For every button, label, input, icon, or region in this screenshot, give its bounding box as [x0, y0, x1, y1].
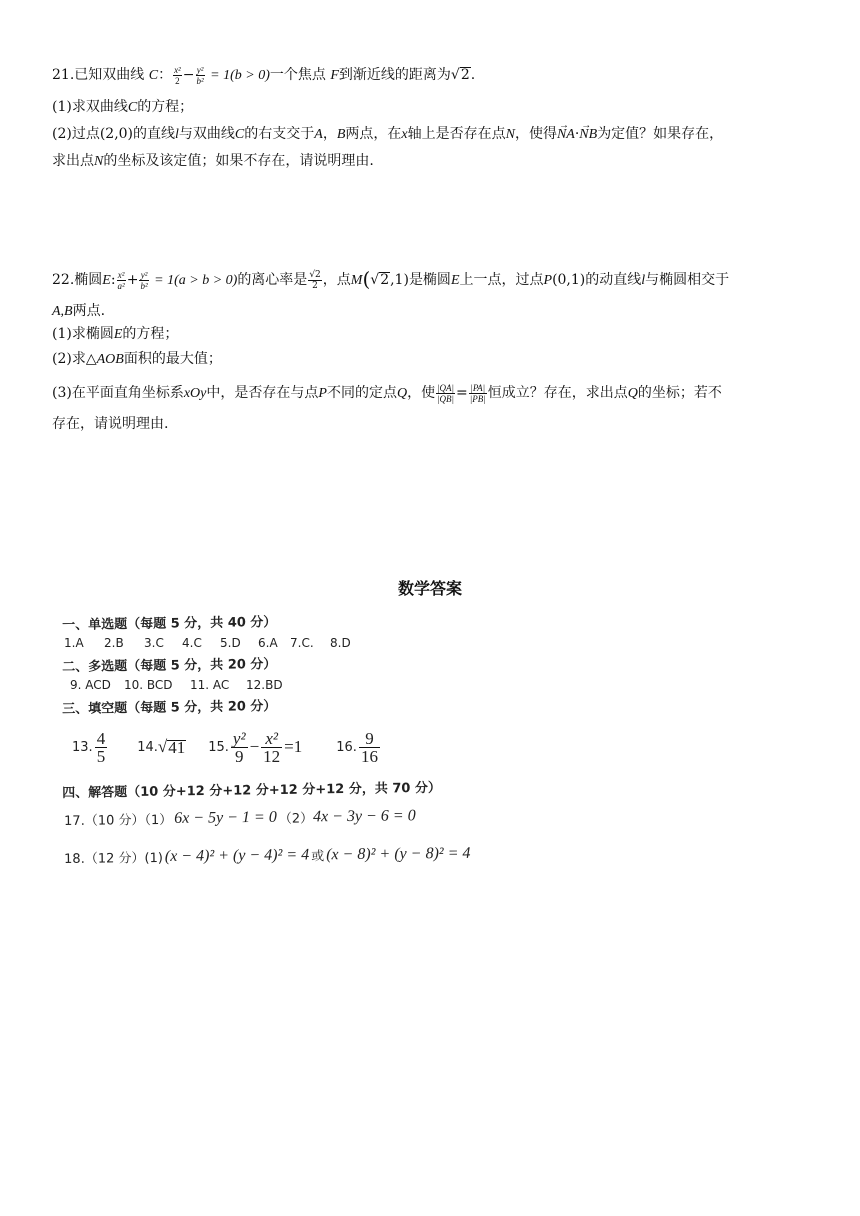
answer-17: 17.（10 分）（1） 6x − 5y − 1 = 0 （2） 4x − 3y − 6 = 0 — [64, 806, 416, 829]
q22-part-2: (2)求△AOB面积的最大值； — [52, 351, 222, 367]
answer-13-frac: 4 5 — [96, 728, 106, 766]
q21-part-2-line2: 求出点N的坐标及该定值；如果不存在，请说明理由. — [52, 153, 374, 169]
q21-stem: 21.已知双曲线 C： $\frac{\text{x²}}{2}$ − $\frac{\text{y²}}{\text{b²}}$ = 1(b > 0)一个焦点 F到渐近线的距离为√2. — [52, 64, 476, 86]
answer-section-1-items: 1.A 2.B 3.C 4.C 5.D 6.A 7.C. 8.D — [64, 636, 351, 650]
q21-part-1: (1)求双曲线C的方程； — [52, 99, 194, 115]
q21-frac-y: $\frac{\text{y²}}{\text{b²}}$ — [196, 64, 204, 86]
q22-stem-line2: A,B两点. — [52, 303, 106, 319]
answer-14-sqrt: 41 — [168, 737, 186, 757]
q22-number: 22. — [52, 272, 75, 288]
answer-18: 18.（12 分）(1) (x − 4)² + (y − 4)² = 4 或 (x − 8)² + (y − 8)² = 4 — [64, 844, 471, 867]
q22-frac-pa-pb: $\frac{|PA|}{|PB|}$ — [469, 382, 486, 404]
answer-section-4-heading: 四、解答题（10 分+12 分+12 分+12 分+12 分，共 70 分） — [62, 780, 442, 801]
q21-part-2: (2)过点(2,0)的直线l与双曲线C的右支交于A，B两点，在x轴上是否存在点N，使得→ NA·→ NB为定值？如果存在， — [52, 125, 812, 144]
q22-part-3-line2: 存在，请说明理由. — [52, 416, 169, 432]
answer-section-3-heading: 三、填空题（每题 5 分，共 20 分） — [62, 699, 277, 717]
q22-part-3: (3)在平面直角坐标系xOy中，是否存在与点P不同的定点Q，使 $\frac{|QA|}{|QB|}$ = $\frac{|PA|}{|PB|}$ 恒成立？存在，求出点Q的坐标；若不 — [52, 382, 722, 404]
answer-15-frac-x: $\frac{\text{x²}}{12}$ — [263, 728, 281, 766]
vector-nb: → NB — [579, 126, 597, 144]
q21-number: 21. — [52, 67, 75, 83]
question-21 — [52, 64, 812, 171]
answer-section-1-heading: 一、单选题（每题 5 分，共 40 分） — [62, 615, 277, 633]
q22-frac-y: $\frac{\text{y²}}{\text{b²}}$ — [140, 269, 148, 291]
q22-part-1: (1)求椭圆E的方程； — [52, 326, 179, 342]
q21-frac-x: $\frac{\text{x²}}{2}$ — [174, 64, 181, 86]
q22-ecc-frac: $\frac{√2}{2}$ — [309, 269, 321, 291]
answer-15-frac-y: y² 9 — [232, 728, 246, 766]
q22-frac-qa-qb: $\frac{|QA|}{|QB|}$ — [437, 382, 455, 404]
q21-sqrt: 2 — [460, 67, 470, 83]
q22-stem: 22.椭圆E: $\frac{\text{x²}}{\text{a²}}$ + $\frac{\text{y²}}{\text{b²}}$ = 1(a > b > 0)的离心率是 $\frac{√2}{2}$ ，点M(√2,1)是椭圆E上一点，过点P(0,1)的动直线l与椭圆相交于 — [52, 267, 730, 291]
question-22 — [52, 266, 812, 433]
q22-frac-x: $\frac{\text{x²}}{\text{a²}}$ — [117, 269, 125, 291]
answer-section-2-items: 9. ACD 10. BCD 11. AC 12.BD — [70, 678, 283, 692]
answer-section-2-heading: 二、多选题（每题 5 分，共 20 分） — [62, 657, 277, 675]
vector-na: → NA — [557, 126, 575, 144]
answer-16-frac: 9 16 — [360, 728, 378, 766]
answer-title: 数学答案 — [397, 579, 462, 598]
answer-section-3-items: 13. 4 5 14. √ 41 15. y² 9 − $\frac{\text{x²}}{12}$ =1 16. 9 16 — [72, 728, 378, 766]
